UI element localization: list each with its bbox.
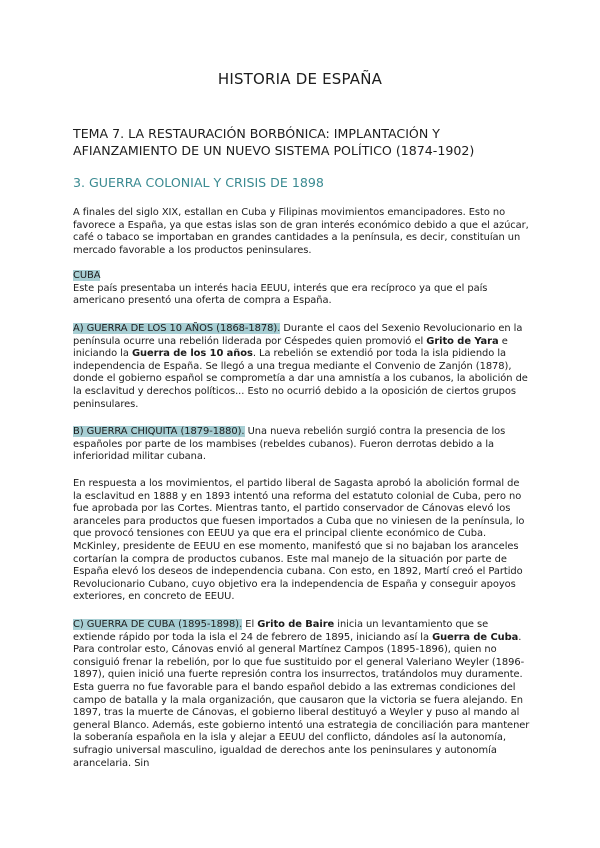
guerra-cuba-text-2: inicia un levantamiento que se extiende rápido por toda la isla el 24 de febrero de 1895, iniciando así la (73, 619, 489, 643)
guerra-cuba-text-3: . Para controlar esto, Cánovas envió al general Martínez Campos (1895-1896), quien no consiguió frenar la rebelión, por lo que fue sustituido por el general Valeriano Weyler (1896-1897), quien inició una fuerte represión contra los insurrectos, tratándolos muy duramente. Esta guerra no fue favorable para el bando español debido a las extremas condiciones del campo de batalla y la mala organización, que causaron que la victoria se fuera alejando. En 1897, tras la muerte de Cánovas, el gobierno liberal destituyó a Weyler y puso al mando al general Blanco. Además, este gobierno intentó una estrategia de conciliación para mantener la soberanía española en la isla y alejar a EEUU del conflicto, dándoles así la autonomía, sufragio universal masculino, igualdad de derechos ante los peninsulares y autonomía arancelaria. Sin (73, 631, 530, 769)
guerra-cuba-paragraph (73, 619, 531, 770)
intro-text: A finales del siglo XIX, estallan en Cuba y Filipinas movimientos emancipadores. Esto no favorece a España, ya que estas islas son de gran interés económico debido a que el azúcar, café o tabaco se importaban en grandes cantidades a la península, es decir, constituían un mercado favorable a los productos peninsulares. (73, 207, 529, 256)
document-title: HISTORIA DE ESPAÑA (217, 70, 383, 88)
grito-de-baire: Grito de Baire (257, 619, 335, 630)
cuba-section (73, 270, 531, 308)
guerra-chiquita-heading: B) GUERRA CHIQUITA (1879-1880). (73, 426, 245, 437)
guerra-10-anos-heading: A) GUERRA DE LOS 10 AÑOS (1868-1878). (73, 323, 281, 334)
guerra-10-anos-bold: Guerra de los 10 años (131, 348, 253, 360)
guerra-chiquita-paragraph (73, 426, 531, 464)
guerra-chiquita-text: Una nueva rebelión surgió contra la presencia de los españoles por parte de los mambises (rebeldes cubanos). Fueron derrotas debido a la inferioridad militar cubana. (73, 426, 506, 463)
cuba-text: Este país presentaba un interés hacia EEUU, interés que era recíproco ya que el país americano presentó una oferta de compra a España. (73, 282, 488, 307)
section-title: 3. GUERRA COLONIAL Y CRISIS DE 1898 (73, 175, 324, 190)
cuba-heading: CUBA (73, 270, 101, 281)
guerra-10-anos-text-2: e iniciando la (73, 335, 508, 360)
grito-de-yara: Grito de Yara (426, 335, 499, 347)
guerra-10-anos-text-3: . La rebelión se extendió por toda la isla pidiendo la independencia de España. Se llegó a una tregua mediante el Convenio de Zanjón (1878), donde el gobierno español se comprometía a dar una amnistía a los cubanos, la abolición de la esclavitud y derechos políticos... Esto no ocurrió debido a la oposición de ciertos grupos peninsulares. (73, 348, 528, 410)
intro-paragraph (73, 207, 531, 257)
guerra-10-anos-text-1: Durante el caos del Sexenio Revolucionario en la península ocurre una rebelión liderada por Céspedes quien promovió el (73, 323, 523, 347)
topic-title: TEMA 7. LA RESTAURACIÓN BORBÓNICA: IMPLANTACIÓN Y AFIANZAMIENTO DE UN NUEVO SISTEMA POLÍTICO (1874-1902) (73, 126, 475, 158)
guerra-10-anos-paragraph (73, 323, 531, 411)
guerra-cuba-heading: C) GUERRA DE CUBA (1895-1898). (73, 619, 243, 630)
respuesta-text: En respuesta a los movimientos, el partido liberal de Sagasta aprobó la abolición formal de la esclavitud en 1888 y en 1893 intentó una reforma del estatuto colonial de Cuba, pero no fue aprobada por las Cortes. Mientras tanto, el partido conservador de Cánovas elevó los aranceles para productos que fuesen importados a Cuba que no viniesen de la península, lo que provocó tensiones con EEUU ya que era el principal cliente económico de Cuba. McKinley, presidente de EEUU en ese momento, manifestó que si no bajaban los aranceles cortarían la compra de productos cubanos. Este mal manejo de la situación por parte de España elevó los deseos de independencia cubana. Con esto, en 1892, Martí creó el Partido Revolucionario Cubano, cuyo objetivo era la independencia de España y conseguir apoyos exteriores, en concreto de EEUU. (73, 478, 525, 603)
guerra-de-cuba-bold: Guerra de Cuba (432, 631, 519, 643)
guerra-cuba-text-1: El (242, 619, 258, 630)
respuesta-paragraph (73, 478, 531, 604)
